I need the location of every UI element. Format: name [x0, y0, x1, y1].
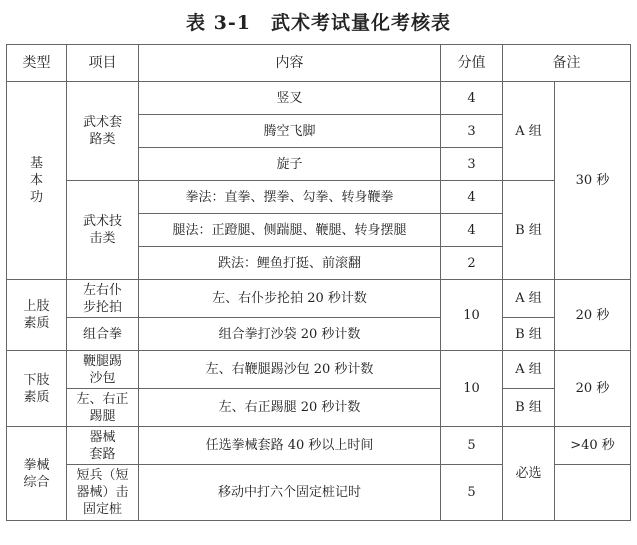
table-title: 表 3-1 武术考试量化考核表	[186, 12, 451, 34]
header-content: 内容	[139, 45, 441, 82]
item-short-weapon: 短兵（短 器械）击 固定桩	[67, 465, 139, 521]
header-item: 项目	[67, 45, 139, 82]
header-remark: 备注	[503, 45, 631, 82]
content-cell: 拳法：直拳、摆拳、勾拳、转身鞭拳	[139, 181, 441, 214]
remark-b-group: B 组	[503, 181, 555, 280]
item-technique: 武术技 击类	[67, 181, 139, 280]
score-cell: 4	[441, 214, 503, 247]
group-combo: 拳械 综合	[7, 427, 67, 521]
score-cell: 3	[441, 115, 503, 148]
assessment-table	[6, 44, 631, 521]
table-row	[7, 389, 631, 427]
content-cell: 组合拳打沙袋 20 秒计数	[139, 318, 441, 351]
score-lower: 10	[441, 351, 503, 427]
content-cell: 跌法：鲤鱼打挺、前滚翻	[139, 247, 441, 280]
content-cell: 旋子	[139, 148, 441, 181]
header-type: 类型	[7, 45, 67, 82]
remark-a-group: A 组	[503, 351, 555, 389]
table-row	[7, 181, 631, 214]
content-cell: 任选拳械套路 40 秒以上时间	[139, 427, 441, 465]
remark-b-group: B 组	[503, 389, 555, 427]
group-basic: 基 本 功	[7, 82, 67, 280]
content-cell: 左、右正踢腿 20 秒计数	[139, 389, 441, 427]
remark-over-40: >40 秒	[555, 427, 631, 465]
content-cell: 移动中打六个固定桩记时	[139, 465, 441, 521]
score-cell: 4	[441, 181, 503, 214]
remark-a-group: A 组	[503, 82, 555, 181]
remark-required: 必选	[503, 427, 555, 521]
score-upper: 10	[441, 280, 503, 351]
group-lower: 下肢 素质	[7, 351, 67, 427]
table-row	[7, 318, 631, 351]
score-cell: 5	[441, 427, 503, 465]
remark-a-group: A 组	[503, 280, 555, 318]
table-row	[7, 280, 631, 318]
content-cell: 左、右仆步抡拍 20 秒计数	[139, 280, 441, 318]
item-left-right-pu: 左右仆 步抡拍	[67, 280, 139, 318]
content-cell: 腿法：正蹬腿、侧踹腿、鞭腿、转身摆腿	[139, 214, 441, 247]
group-upper: 上肢 素质	[7, 280, 67, 351]
score-cell: 2	[441, 247, 503, 280]
item-weapon-routine: 器械 套路	[67, 427, 139, 465]
score-cell: 3	[441, 148, 503, 181]
item-routine: 武术套 路类	[67, 82, 139, 181]
remark-b-group: B 组	[503, 318, 555, 351]
score-cell: 5	[441, 465, 503, 521]
content-cell: 腾空飞脚	[139, 115, 441, 148]
table-row	[7, 427, 631, 465]
score-cell: 4	[441, 82, 503, 115]
header-row	[7, 45, 631, 82]
remark-time-30: 30 秒	[555, 82, 631, 280]
item-combo-punch: 组合拳	[67, 318, 139, 351]
remark-time-20: 20 秒	[555, 280, 631, 351]
remark-empty	[555, 465, 631, 521]
item-whip-kick: 鞭腿踢 沙包	[67, 351, 139, 389]
header-score: 分值	[441, 45, 503, 82]
item-front-kick: 左、右正 踢腿	[67, 389, 139, 427]
table-row	[7, 351, 631, 389]
content-cell: 左、右鞭腿踢沙包 20 秒计数	[139, 351, 441, 389]
content-cell: 竖叉	[139, 82, 441, 115]
remark-time-20: 20 秒	[555, 351, 631, 427]
table-row	[7, 82, 631, 115]
